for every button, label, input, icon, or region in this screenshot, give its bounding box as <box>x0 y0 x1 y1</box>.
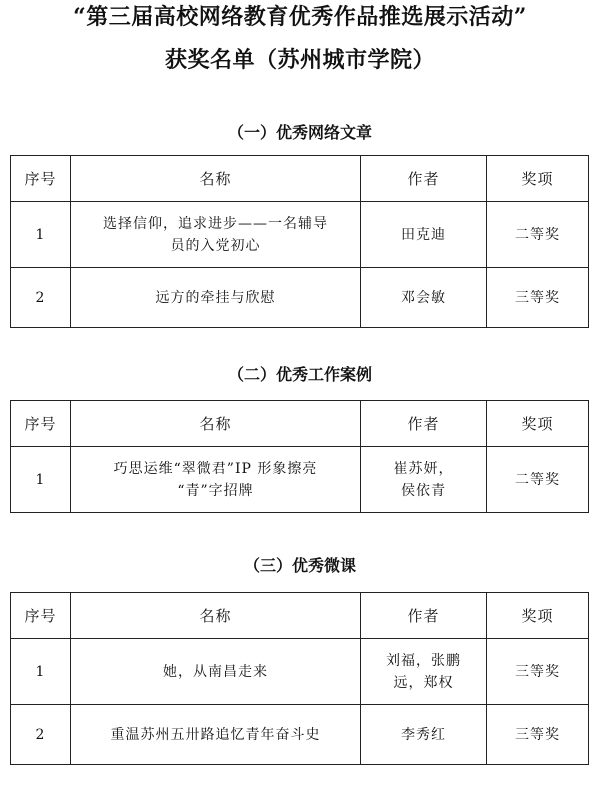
table-header-row <box>11 401 589 447</box>
header-no: 序号 <box>11 156 71 202</box>
header-no: 序号 <box>11 401 71 447</box>
cell-award: 三等奖 <box>487 639 589 705</box>
document-title-line-1: “第三届高校网络教育优秀作品推选展示活动” <box>73 4 527 30</box>
cell-award: 二等奖 <box>487 447 589 513</box>
header-author: 作者 <box>361 401 487 447</box>
cell-author-line: 邓会敏 <box>401 289 446 306</box>
cell-author-line: 侯依青 <box>401 482 446 499</box>
table-row <box>11 705 589 765</box>
cell-award: 三等奖 <box>487 705 589 765</box>
cell-award: 三等奖 <box>487 268 589 328</box>
table-row <box>11 447 589 513</box>
table-header-row <box>11 156 589 202</box>
header-award: 奖项 <box>487 401 589 447</box>
cell-no: 2 <box>11 268 71 328</box>
table-micro-lessons <box>10 592 589 765</box>
cell-author-line: 李秀红 <box>401 726 446 743</box>
cell-no: 2 <box>11 705 71 765</box>
section-title-cases: （二）优秀工作案例 <box>227 365 372 384</box>
header-no: 序号 <box>11 593 71 639</box>
document-title-line-2: 获奖名单（苏州城市学院） <box>164 47 435 73</box>
cell-author <box>361 447 487 513</box>
cell-author-line: 田克迪 <box>401 226 446 243</box>
cell-name <box>71 202 361 268</box>
cell-author-line: 远，郑权 <box>393 674 454 691</box>
cell-name <box>71 447 361 513</box>
cell-name-line: 选择信仰，追求进步——一名辅导 <box>103 215 328 232</box>
header-award: 奖项 <box>487 156 589 202</box>
header-name: 名称 <box>71 593 361 639</box>
table-header-row <box>11 593 589 639</box>
cell-name <box>71 705 361 765</box>
cell-name-line: 员的入党初心 <box>170 237 261 254</box>
section-title-micro-lessons: （三）优秀微课 <box>243 556 356 575</box>
cell-author <box>361 268 487 328</box>
cell-no: 1 <box>11 447 71 513</box>
header-award: 奖项 <box>487 593 589 639</box>
cell-no: 1 <box>11 202 71 268</box>
section-title-articles: （一）优秀网络文章 <box>227 123 372 142</box>
table-online-articles <box>10 155 589 328</box>
header-name: 名称 <box>71 156 361 202</box>
header-author: 作者 <box>361 593 487 639</box>
cell-author <box>361 705 487 765</box>
header-name: 名称 <box>71 401 361 447</box>
cell-name-line: 巧思运维“翠微君”IP 形象擦亮 <box>113 460 318 477</box>
table-row <box>11 202 589 268</box>
cell-author <box>361 202 487 268</box>
table-row <box>11 639 589 705</box>
cell-author-line: 刘福，张鹏 <box>386 652 461 669</box>
cell-name-line: “青”字招牌 <box>177 482 254 499</box>
table-work-cases <box>10 400 589 513</box>
cell-name-line: 远方的牵挂与欣慰 <box>155 289 276 306</box>
cell-name <box>71 639 361 705</box>
header-author: 作者 <box>361 156 487 202</box>
cell-author <box>361 639 487 705</box>
cell-name-line: 她，从南昌走来 <box>163 663 268 680</box>
cell-name-line: 重温苏州五卅路追忆青年奋斗史 <box>110 726 321 743</box>
table-row <box>11 268 589 328</box>
cell-award: 二等奖 <box>487 202 589 268</box>
cell-name <box>71 268 361 328</box>
cell-author-line: 崔苏妍， <box>393 460 454 477</box>
cell-no: 1 <box>11 639 71 705</box>
